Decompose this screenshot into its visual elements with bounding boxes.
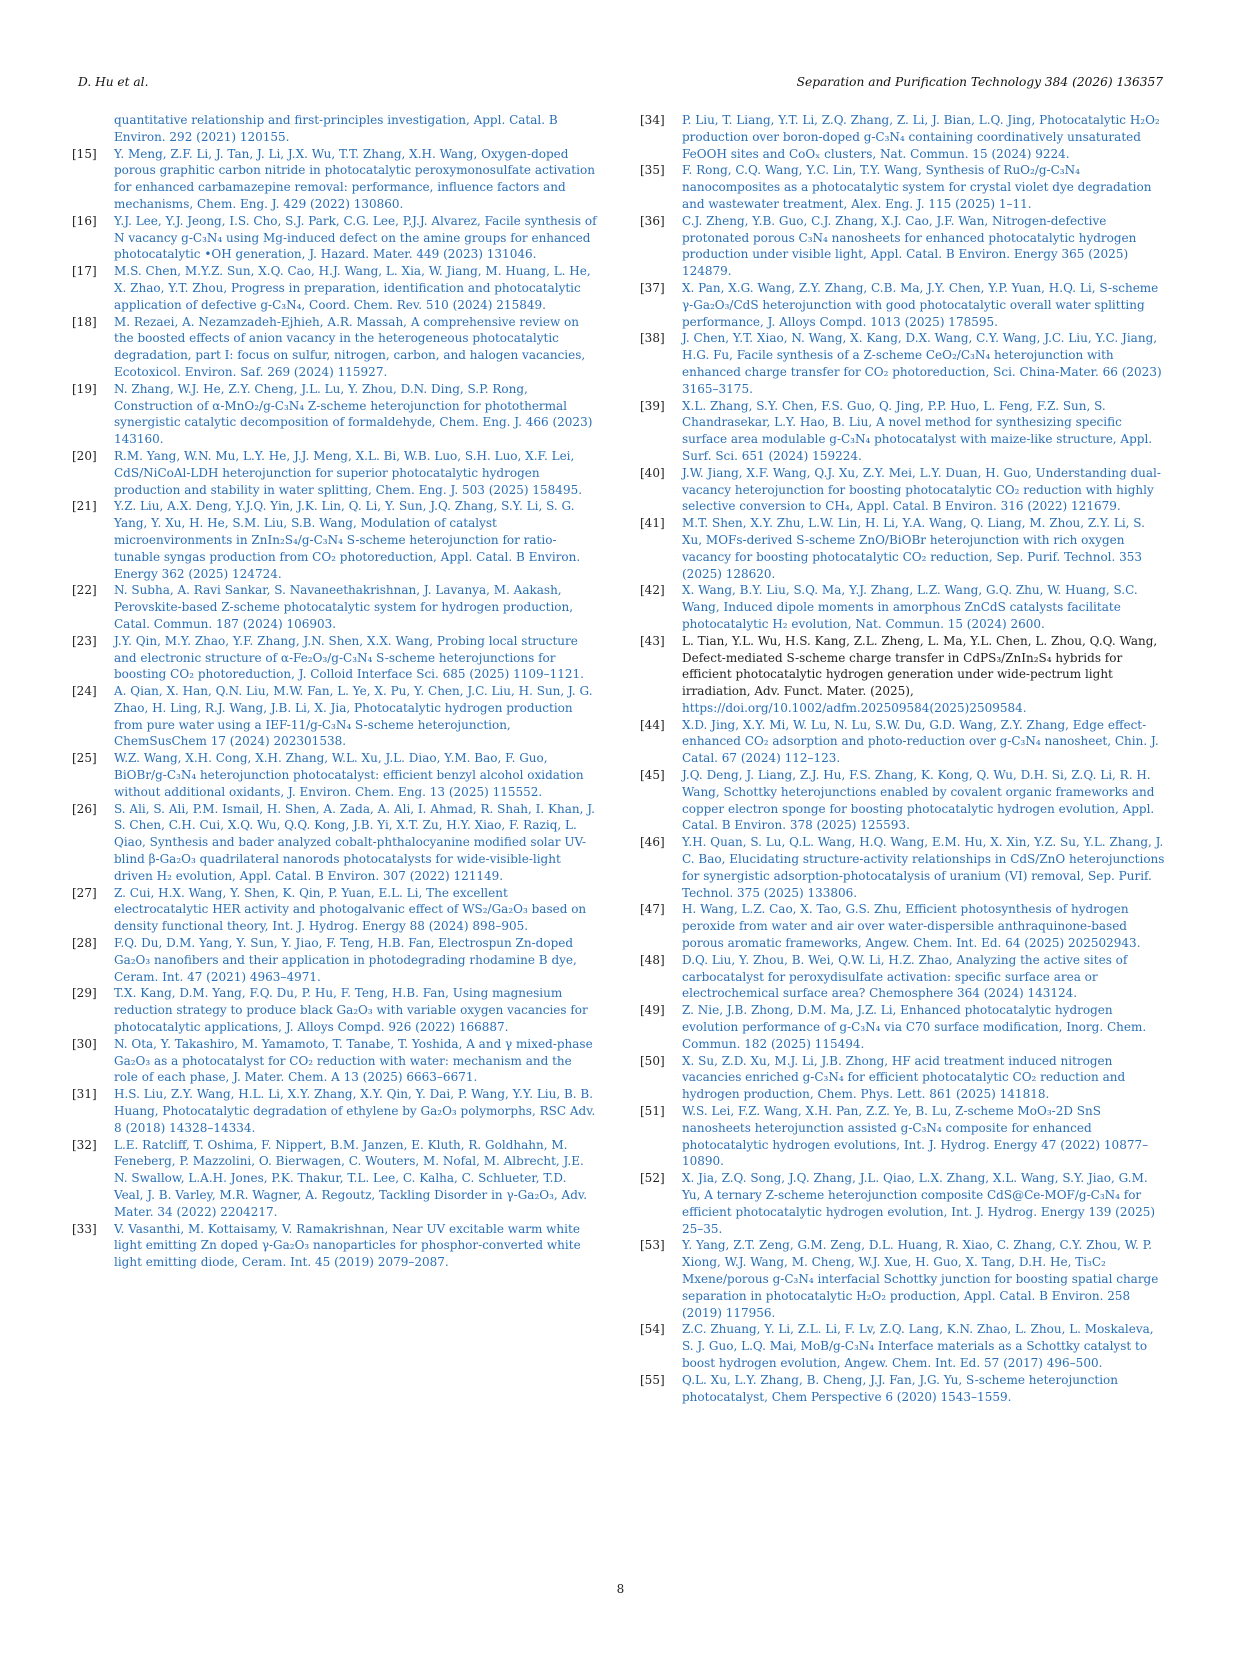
reference-entry bbox=[640, 717, 1165, 767]
reference-number: [50] bbox=[640, 1053, 665, 1068]
reference-number: [47] bbox=[640, 902, 665, 917]
reference-entry bbox=[72, 801, 597, 885]
reference-link-text[interactable]: Y.Z. Liu, A.X. Deng, Y.J.Q. Yin, J.K. Lin, Q. Li, Y. Sun, J.Q. Zhang, S.Y. Li, S. G. Yang, Y. Xu, H. He, S.M. Liu, S.B. Wang, Modulation of catalyst microenvironments in ZnIn₂S₄/g-C₃N₄ S-scheme heterojunction for ratio-tunable syngas production from CO₂ photoreduction, Appl. Catal. B Environ. Energy 362 (2025) 124724. bbox=[114, 499, 581, 581]
reference-number: [33] bbox=[72, 1221, 97, 1236]
reference-link-text[interactable]: C.J. Zheng, Y.B. Guo, C.J. Zhang, X.J. Cao, J.F. Wan, Nitrogen-defective protonated porous C₃N₄ nanosheets for enhanced photocatalytic hydrogen production under visible light, Appl. Catal. B Environ. Energy 365 (2025) 124879. bbox=[682, 213, 1137, 279]
reference-entry bbox=[72, 448, 597, 498]
reference-link-text[interactable]: N. Subha, A. Ravi Sankar, S. Navaneethakrishnan, J. Lavanya, M. Aakash, Perovskite-based Z-scheme photocatalytic system for hydrogen production, Catal. Commun. 187 (2024) 106903. bbox=[114, 583, 574, 631]
reference-link-text[interactable]: M.S. Chen, M.Y.Z. Sun, X.Q. Cao, H.J. Wang, L. Xia, W. Jiang, M. Huang, L. He, X. Zhao, Y.T. Zhou, Progress in preparation, identification and photocatalytic application of defective g-C₃N₄, Coord. Chem. Rev. 510 (2024) 215849. bbox=[114, 264, 591, 312]
reference-link-text[interactable]: P. Liu, T. Liang, Y.T. Li, Z.Q. Zhang, Z. Li, J. Bian, L.Q. Jing, Photocatalytic H₂O₂ production over boron-doped g-C₃N₄ containing coordinatively unsaturated FeOOH sites and CoOₓ clusters, Nat. Commun. 15 (2024) 9224. bbox=[682, 113, 1160, 161]
reference-entry bbox=[640, 162, 1165, 212]
reference-link-text[interactable]: X. Wang, B.Y. Liu, S.Q. Ma, Y.J. Zhang, L.Z. Wang, G.Q. Zhu, W. Huang, S.C. Wang, Induced dipole moments in amorphous ZnCdS catalysts facilitate photocatalytic H₂ evolution, Nat. Commun. 15 (2024) 2600. bbox=[682, 583, 1138, 631]
reference-number: [51] bbox=[640, 1104, 665, 1119]
reference-number: [43] bbox=[640, 633, 665, 648]
reference-link-text[interactable]: Y. Meng, Z.F. Li, J. Tan, J. Li, J.X. Wu, T.T. Zhang, X.H. Wang, Oxygen-doped porous graphitic carbon nitride in photocatalytic peroxymonosulfate activation for enhanced carbamazepine removal: performance, influence factors and mechanisms, Chem. Eng. J. 429 (2022) 130860. bbox=[114, 146, 595, 211]
reference-link-text[interactable]: Y. Yang, Z.T. Zeng, G.M. Zeng, D.L. Huang, R. Xiao, C. Zhang, C.Y. Zhou, W. P. Xiong, W.J. Wang, M. Cheng, W.J. Xue, H. Guo, X. Tang, D.H. He, Ti₃C₂ Mxene/porous g-C₃N₄ interfacial Schottky junction for boosting spatial charge separation in photocatalytic H₂O₂ production, Appl. Catal. B Environ. 258 (2019) 117956. bbox=[682, 1238, 1159, 1320]
reference-number: [36] bbox=[640, 213, 665, 228]
reference-entry bbox=[640, 465, 1165, 515]
reference-number: [28] bbox=[72, 936, 97, 951]
reference-number: [25] bbox=[72, 751, 97, 766]
reference-link-text[interactable]: Y.H. Quan, S. Lu, Q.L. Wang, H.Q. Wang, E.M. Hu, X. Xin, Y.Z. Su, Y.L. Zhang, J. C. Bao, Elucidating structure-activity relationships in CdS/ZnO heterojunctions for synergistic adsorption-photocatalysis of uranium (VI) removal, Sep. Purif. Technol. 375 (2025) 133806. bbox=[682, 835, 1165, 900]
reference-number: [20] bbox=[72, 448, 97, 463]
reference-link-text[interactable]: A. Qian, X. Han, Q.N. Liu, M.W. Fan, L. Ye, X. Pu, Y. Chen, J.C. Liu, H. Sun, J. G. Zhao, H. Ling, R.J. Wang, J.B. Li, X. Jia, Photocatalytic hydrogen production from pure water using a IEF-11/g-C₃N₄ S-scheme heterojunction, ChemSusChem 17 (2024) 202301538. bbox=[114, 684, 593, 749]
reference-link-text[interactable]: Q.L. Xu, L.Y. Zhang, B. Cheng, J.J. Fan, J.G. Yu, S-scheme heterojunction photocatalyst, Chem Perspective 6 (2020) 1543–1559. bbox=[682, 1372, 1118, 1404]
reference-link-text[interactable]: N. Zhang, W.J. He, Z.Y. Cheng, J.L. Lu, Y. Zhou, D.N. Ding, S.P. Rong, Construction of α-MnO₂/g-C₃N₄ Z-scheme heterojunction for photothermal synergistic catalytic decomposition of formaldehyde, Chem. Eng. J. 466 (2023) 143160. bbox=[114, 381, 593, 447]
reference-entry bbox=[72, 683, 597, 750]
reference-entry bbox=[640, 330, 1165, 397]
reference-number: [24] bbox=[72, 684, 97, 699]
reference-number: [42] bbox=[640, 583, 665, 598]
reference-number: [49] bbox=[640, 1003, 665, 1018]
reference-number: [39] bbox=[640, 398, 665, 413]
reference-entry bbox=[640, 1321, 1165, 1371]
reference-link-text[interactable]: X.D. Jing, X.Y. Mi, W. Lu, N. Lu, S.W. Du, G.D. Wang, Z.Y. Zhang, Edge effect-enhanced CO₂ adsorption and photo-reduction over g-C₃N₄ nanosheet, Chin. J. Catal. 67 (2024) 112–123. bbox=[682, 717, 1159, 766]
reference-entry bbox=[640, 633, 1165, 717]
reference-link-text[interactable]: F.Q. Du, D.M. Yang, Y. Sun, Y. Jiao, F. Teng, H.B. Fan, Electrospun Zn-doped Ga₂O₃ nanofibers and their application in photodegrading rhodamine B dye, Ceram. Int. 47 (2021) 4963–4971. bbox=[114, 936, 577, 984]
reference-number: [37] bbox=[640, 280, 665, 295]
reference-number: [34] bbox=[640, 113, 665, 127]
reference-link-text[interactable]: Y.J. Lee, Y.J. Jeong, I.S. Cho, S.J. Park, C.G. Lee, P.J.J. Alvarez, Facile synthesis of N vacancy g-C₃N₄ using Mg-induced defect on the amine groups for enhanced photocatalytic •OH generation, J. Hazard. Mater. 449 (2023) 131046. bbox=[114, 213, 597, 262]
reference-link-text[interactable]: X. Pan, X.G. Wang, Z.Y. Zhang, C.B. Ma, J.Y. Chen, Y.P. Yuan, H.Q. Li, S-scheme γ-Ga₂O₃/CdS heterojunction with good photocatalytic overall water splitting performance, J. Alloys Compd. 1013 (2025) 178595. bbox=[682, 280, 1159, 329]
reference-entry bbox=[640, 1002, 1165, 1052]
reference-link-text[interactable]: S. Ali, S. Ali, P.M. Ismail, H. Shen, A. Zada, A. Ali, I. Ahmad, R. Shah, I. Khan, J. S. Chen, C.H. Cui, X.Q. Wu, Q.Q. Kong, J.B. Yi, X.T. Zu, H.Y. Xiao, F. Raziq, L. Qiao, Synthesis and bader analyzed cobalt-phthalocyanine modified solar UV-blind β-Ga₂O₃ quadrilateral nanorods photocatalysts for wide-visible-light driven H₂ evolution, Appl. Catal. B Environ. 307 (2022) 121149. bbox=[114, 801, 595, 883]
reference-link-text[interactable]: L.E. Ratcliff, T. Oshima, F. Nippert, B.M. Janzen, E. Kluth, R. Goldhahn, M. Feneberg, P. Mazzolini, O. Bierwagen, C. Wouters, M. Nofal, M. Albrecht, J.E. N. Swallow, L.A.H. Jones, P.K. Thakur, T.L. Lee, C. Kalha, C. Schlueter, T.D. Veal, J. B. Varley, M.R. Wagner, A. Regoutz, Tackling Disorder in γ-Ga₂O₃, Adv. Mater. 34 (2022) 2204217. bbox=[114, 1137, 588, 1219]
reference-entry bbox=[72, 213, 597, 263]
reference-link-text[interactable]: quantitative relationship and first-principles investigation, Appl. Catal. B Environ. 292 (2021) 120155. bbox=[114, 113, 558, 144]
reference-number: [16] bbox=[72, 213, 97, 228]
reference-link-text[interactable]: F. Rong, C.Q. Wang, Y.C. Lin, T.Y. Wang, Synthesis of RuO₂/g-C₃N₄ nanocomposites as a photocatalytic system for crystal violet dye degradation and wastewater treatment, Alex. Eng. J. 115 (2025) 1–11. bbox=[682, 163, 1152, 211]
references-left-column bbox=[72, 112, 597, 1271]
reference-number: [22] bbox=[72, 583, 97, 598]
doi-link[interactable]: https://doi.org/10.1002/adfm.202509584(2025)2509584. bbox=[682, 700, 1027, 715]
reference-link-text[interactable]: M. Rezaei, A. Nezamzadeh-Ejhieh, A.R. Massah, A comprehensive review on the boosted effects of anion vacancy in the heterogeneous photocatalytic degradation, part I: focus on sulfur, nitrogen, carbon, and halogen vacancies, Ecotoxicol. Environ. Saf. 269 (2024) 115927. bbox=[114, 314, 586, 379]
reference-entry bbox=[640, 952, 1165, 1002]
reference-number: [29] bbox=[72, 986, 97, 1001]
reference-entry bbox=[640, 112, 1165, 162]
reference-link-text[interactable]: N. Ota, Y. Takashiro, M. Yamamoto, T. Tanabe, T. Yoshida, A and γ mixed-phase Ga₂O₃ as a photocatalyst for CO₂ reduction with water: mechanism and the role of each phase, J. Mater. Chem. A 13 (2025) 6663–6671. bbox=[114, 1036, 593, 1085]
reference-number: [38] bbox=[640, 331, 665, 346]
reference-entry bbox=[640, 1103, 1165, 1170]
reference-number: [23] bbox=[72, 633, 97, 648]
reference-number: [52] bbox=[640, 1171, 665, 1186]
reference-link-text[interactable]: Z. Nie, J.B. Zhong, D.M. Ma, J.Z. Li, Enhanced photocatalytic hydrogen evolution performance of g-C₃N₄ via C70 surface modification, Inorg. Chem. Commun. 182 (2025) 115494. bbox=[682, 1003, 1147, 1051]
references-right-column bbox=[640, 112, 1165, 1405]
reference-entry bbox=[72, 1221, 597, 1271]
reference-entry bbox=[72, 885, 597, 935]
reference-link-text[interactable]: H.S. Liu, Z.Y. Wang, H.L. Li, X.Y. Zhang, X.Y. Qin, Y. Dai, P. Wang, Y.Y. Liu, B. B. Huang, Photocatalytic degradation of ethylene by Ga₂O₃ polymorphs, RSC Adv. 8 (2018) 14328–14334. bbox=[114, 1087, 596, 1135]
reference-link-text[interactable]: J.W. Jiang, X.F. Wang, Q.J. Xu, Z.Y. Mei, L.Y. Duan, H. Guo, Understanding dual-vacancy heterojunction for boosting photocatalytic CO₂ reduction with highly selective conversion to CH₄, Appl. Catal. B Environ. 316 (2022) 121679. bbox=[682, 465, 1161, 514]
reference-text: L. Tian, Y.L. Wu, H.S. Kang, Z.L. Zheng, L. Ma, Y.L. Chen, L. Zhou, Q.Q. Wang, Defect-mediated S-scheme charge transfer in CdPS₃/ZnIn₂S₄ hybrids for efficient photocatalytic hydrogen generation under wide-pectrum light irradiation, Adv. Funct. Mater. (2025), bbox=[682, 633, 1158, 699]
reference-link-text[interactable]: J.Q. Deng, J. Liang, Z.J. Hu, F.S. Zhang, K. Kong, Q. Wu, D.H. Si, Z.Q. Li, R. H. Wang, Schottky heterojunctions enabled by covalent organic frameworks and copper electron sponge for boosting photocatalytic hydrogen evolution, Appl. Catal. B Environ. 378 (2025) 125593. bbox=[682, 768, 1155, 833]
reference-entry bbox=[640, 582, 1165, 632]
reference-entry bbox=[640, 280, 1165, 330]
reference-number: [31] bbox=[72, 1087, 97, 1102]
reference-link-text[interactable]: V. Vasanthi, M. Kottaisamy, V. Ramakrishnan, Near UV excitable warm white light emitting Zn doped γ-Ga₂O₃ nanoparticles for phosphor-converted white light emitting diode, Ceram. Int. 45 (2019) 2079–2087. bbox=[114, 1221, 581, 1270]
reference-link-text[interactable]: X. Jia, Z.Q. Song, J.Q. Zhang, J.L. Qiao, L.X. Zhang, X.L. Wang, S.Y. Jiao, G.M. Yu, A ternary Z-scheme heterojunction composite CdS@Ce-MOF/g-C₃N₄ for efficient photocatalytic hydrogen evolution, Int. J. Hydrog. Energy 139 (2025) 25–35. bbox=[682, 1171, 1156, 1236]
running-header-authors: D. Hu et al. bbox=[78, 75, 149, 89]
reference-number: [35] bbox=[640, 163, 665, 178]
reference-entry bbox=[72, 1036, 597, 1086]
reference-entry bbox=[640, 1237, 1165, 1321]
reference-number: [19] bbox=[72, 381, 97, 396]
reference-entry bbox=[72, 498, 597, 582]
reference-entry bbox=[72, 582, 597, 632]
reference-entry bbox=[72, 1137, 597, 1221]
reference-entry bbox=[640, 398, 1165, 465]
reference-number: [48] bbox=[640, 952, 665, 967]
reference-number: [40] bbox=[640, 465, 665, 480]
reference-entry bbox=[640, 1053, 1165, 1103]
reference-entry bbox=[72, 112, 597, 146]
reference-number: [18] bbox=[72, 314, 97, 329]
reference-number: [15] bbox=[72, 146, 97, 161]
reference-entry bbox=[72, 935, 597, 985]
reference-number: [53] bbox=[640, 1238, 665, 1253]
reference-link-text[interactable]: W.Z. Wang, X.H. Cong, X.H. Zhang, W.L. Xu, J.L. Diao, Y.M. Bao, F. Guo, BiOBr/g-C₃N₄ heterojunction photocatalyst: efficient benzyl alcohol oxidation without additional oxidants, J. Environ. Chem. Eng. 13 (2025) 115552. bbox=[114, 751, 584, 799]
reference-link-text[interactable]: Z. Cui, H.X. Wang, Y. Shen, K. Qin, P. Yuan, E.L. Li, The excellent electrocatalytic HER activity and photogalvanic effect of WS₂/Ga₂O₃ based on density functional theory, Int. J. Hydrog. Energy 88 (2024) 898–905. bbox=[114, 885, 587, 934]
reference-entry bbox=[72, 146, 597, 213]
reference-number: [27] bbox=[72, 885, 97, 900]
reference-number: [54] bbox=[640, 1322, 665, 1337]
reference-link-text[interactable]: M.T. Shen, X.Y. Zhu, L.W. Lin, H. Li, Y.A. Wang, Q. Liang, M. Zhou, Z.Y. Li, S. Xu, MOFs-derived S-scheme ZnO/BiOBr heterojunction with rich oxygen vacancy for boosting photocatalytic CO₂ reduction, Sep. Purif. Technol. 353 (2025) 128620. bbox=[682, 516, 1145, 581]
reference-entry bbox=[72, 263, 597, 313]
reference-entry bbox=[640, 767, 1165, 834]
reference-entry bbox=[72, 985, 597, 1035]
reference-entry bbox=[640, 213, 1165, 280]
reference-link-text[interactable]: J. Chen, Y.T. Xiao, N. Wang, X. Kang, D.X. Wang, C.Y. Wang, J.C. Liu, Y.C. Jiang, H.G. Fu, Facile synthesis of a Z-scheme CeO₂/C₃N₄ heterojunction with enhanced charge transfer for CO₂ photoreduction, Sci. China-Mater. 66 (2023) 3165–3175. bbox=[682, 331, 1162, 396]
running-header-journal: Separation and Purification Technology 384 (2026) 136357 bbox=[796, 75, 1163, 89]
reference-entry bbox=[72, 314, 597, 381]
reference-number: [44] bbox=[640, 717, 665, 732]
reference-number: [46] bbox=[640, 835, 665, 850]
reference-number: [45] bbox=[640, 768, 665, 783]
reference-number: [26] bbox=[72, 801, 97, 816]
reference-link-text[interactable]: D.Q. Liu, Y. Zhou, B. Wei, Q.W. Li, H.Z. Zhao, Analyzing the active sites of carbocatalyst for peroxydisulfate activation: specific surface area or electrochemical surface area? Chemosphere 364 (2024) 143124. bbox=[682, 952, 1128, 1001]
reference-entry bbox=[640, 834, 1165, 901]
reference-entry bbox=[640, 901, 1165, 951]
reference-number: [30] bbox=[72, 1036, 97, 1051]
reference-entry bbox=[640, 515, 1165, 582]
reference-link-text[interactable]: T.X. Kang, D.M. Yang, F.Q. Du, P. Hu, F. Teng, H.B. Fan, Using magnesium reduction strategy to produce black Ga₂O₃ with variable oxygen vacancies for photocatalytic applications, J. Alloys Compd. 926 (2022) 166887. bbox=[114, 986, 588, 1035]
reference-link-text[interactable]: R.M. Yang, W.N. Mu, L.Y. He, J.J. Meng, X.L. Bi, W.B. Luo, S.H. Luo, X.F. Lei, CdS/NiCoAl-LDH heterojunction for superior photocatalytic hydrogen production and stability in water splitting, Chem. Eng. J. 503 (2025) 158495. bbox=[114, 448, 583, 497]
reference-number: [55] bbox=[640, 1372, 665, 1387]
reference-number: [21] bbox=[72, 499, 97, 514]
reference-entry bbox=[72, 381, 597, 448]
reference-entry bbox=[640, 1372, 1165, 1406]
reference-entry bbox=[72, 750, 597, 800]
reference-link-text[interactable]: H. Wang, L.Z. Cao, X. Tao, G.S. Zhu, Efficient photosynthesis of hydrogen peroxide from water and air over water-dispersible anthraquinone-based porous aromatic frameworks, Angew. Chem. Int. Ed. 64 (2025) 202502943. bbox=[682, 902, 1141, 951]
reference-number: [32] bbox=[72, 1137, 97, 1152]
reference-entry bbox=[640, 1170, 1165, 1237]
reference-link-text[interactable]: J.Y. Qin, M.Y. Zhao, Y.F. Zhang, J.N. Shen, X.X. Wang, Probing local structure and electronic structure of α-Fe₂O₃/g-C₃N₄ S-scheme heterojunctions for boosting CO₂ photoreduction, J. Colloid Interface Sci. 685 (2025) 1109–1121. bbox=[114, 633, 584, 682]
reference-entry bbox=[72, 1086, 597, 1136]
reference-link-text[interactable]: W.S. Lei, F.Z. Wang, X.H. Pan, Z.Z. Ye, B. Lu, Z-scheme MoO₃-2D SnS nanosheets heterojunction assisted g-C₃N₄ composite for enhanced photocatalytic hydrogen evolutions, Int. J. Hydrog. Energy 47 (2022) 10877–10890. bbox=[682, 1104, 1149, 1169]
reference-entry bbox=[72, 633, 597, 683]
reference-number: [41] bbox=[640, 516, 665, 531]
reference-link-text[interactable]: X.L. Zhang, S.Y. Chen, F.S. Guo, Q. Jing, P.P. Huo, L. Feng, F.Z. Sun, S. Chandrasekar, L.Y. Hao, B. Liu, A novel method for synthesizing specific surface area modulable g-C₃N₄ photocatalyst with maize-like structure, Appl. Surf. Sci. 651 (2024) 159224. bbox=[682, 398, 1153, 463]
page-number: 8 bbox=[616, 1582, 625, 1596]
reference-number: [17] bbox=[72, 264, 97, 279]
reference-link-text[interactable]: Z.C. Zhuang, Y. Li, Z.L. Li, F. Lv, Z.Q. Lang, K.N. Zhao, L. Zhou, L. Moskaleva, S. J. Guo, L.Q. Mai, MoB/g-C₃N₄ Interface materials as a Schottky catalyst to boost hydrogen evolution, Angew. Chem. Int. Ed. 57 (2017) 496–500. bbox=[682, 1322, 1154, 1370]
reference-link-text[interactable]: X. Su, Z.D. Xu, M.J. Li, J.B. Zhong, HF acid treatment induced nitrogen vacancies enriched g-C₃N₄ for efficient photocatalytic CO₂ reduction and hydrogen production, Chem. Phys. Lett. 861 (2025) 141818. bbox=[682, 1053, 1126, 1102]
